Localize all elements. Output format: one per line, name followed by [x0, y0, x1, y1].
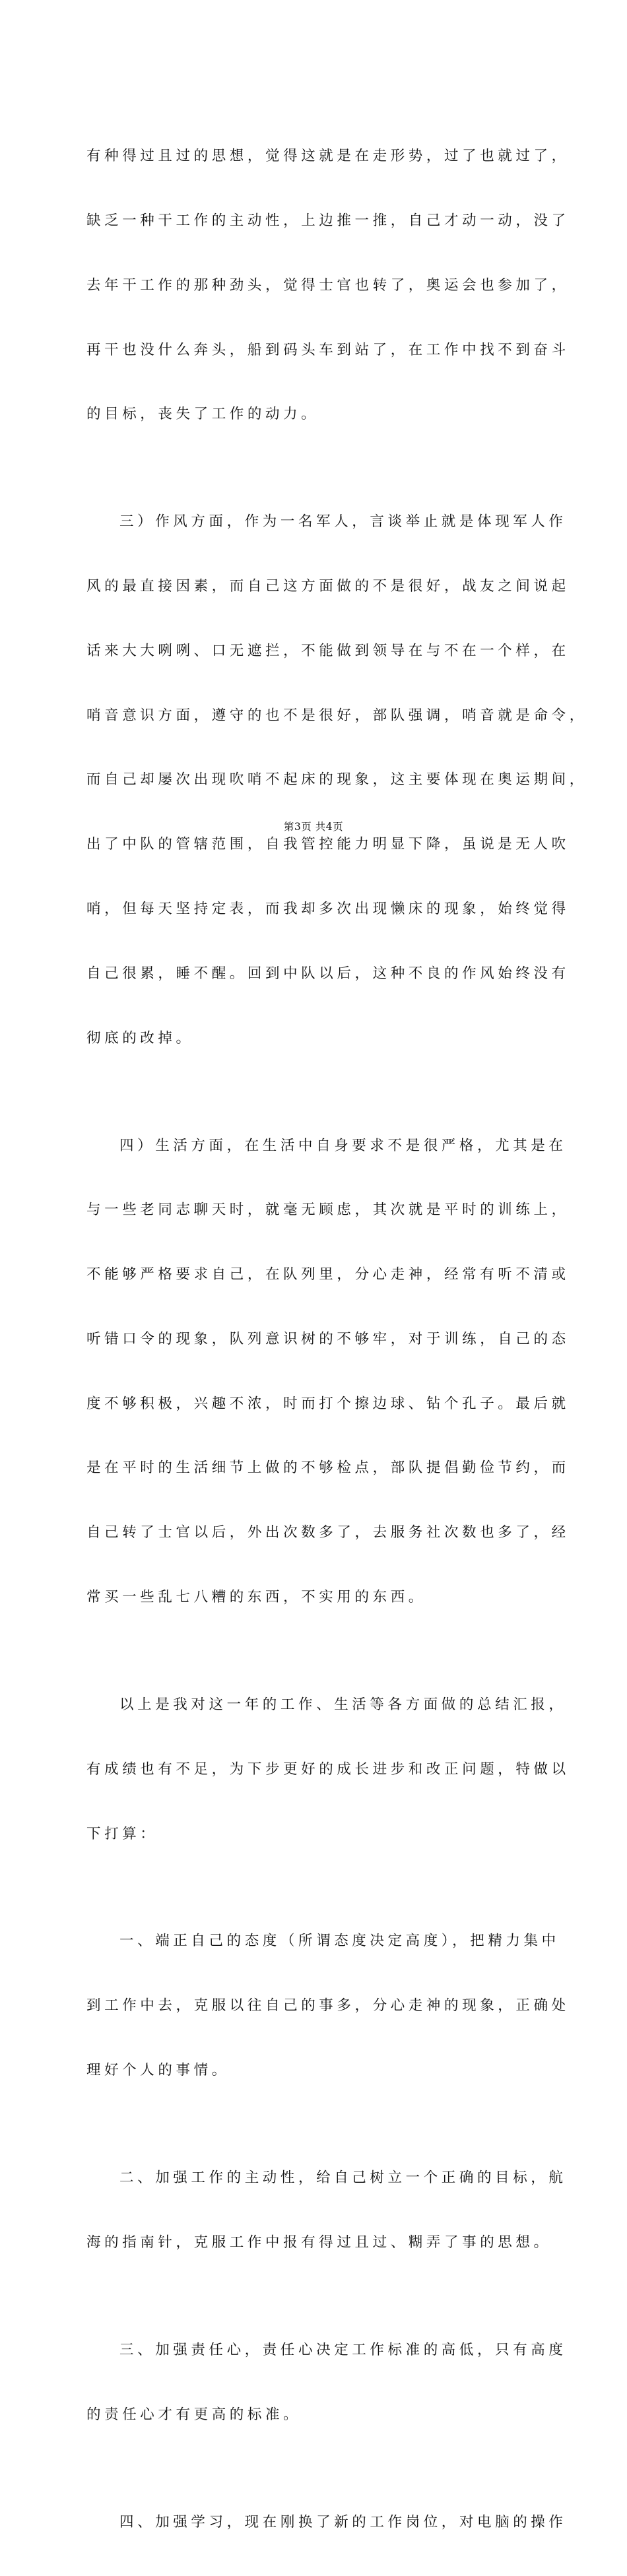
paragraph-daily-life [86, 1092, 570, 1651]
text-line: 的责任心才有更高的标准。 [86, 2406, 302, 2423]
text-line: 自己转了士官以后，外出次数多了，去服务社次数也多了，经 [86, 1524, 570, 1541]
page-number-footer: 第3页 共4页 [283, 821, 344, 833]
text-line: 有成绩也有不足，为下步更好的成长进步和改正问题，特做以 [86, 1760, 570, 1778]
text-line: 听错口令的现象，队列意识树的不够牢，对于训练，自己的态 [86, 1330, 570, 1347]
text-line: 四、加强学习，现在刚换了新的工作岗位，对电脑的操作 [119, 2513, 567, 2530]
text-line: 三、加强责任心，责任心决定工作标准的高低，只有高度 [119, 2341, 567, 2358]
text-line: 以上是我对这一年的工作、生活等各方面做的总结汇报， [119, 1696, 567, 1713]
paragraph-plan-three [86, 2297, 567, 2469]
text-line: 出了中队的管辖范围，自我管控能力明显下降，虽说是无人吹 [86, 836, 570, 853]
paragraph-plan-four [86, 2468, 567, 2576]
paragraph-plan-one [86, 1888, 570, 2125]
text-line: 的目标，丧失了工作的动力。 [86, 406, 319, 423]
text-line: 话来大大咧咧、口无遮拦，不能做到领导在与不在一个样，在 [86, 642, 570, 659]
text-line: 下打算： [86, 1825, 158, 1842]
text-line: 哨，但每天坚持定表，而我却多次出现懒床的现象，始终觉得 [86, 900, 570, 917]
text-line: 去年干工作的那种劲头，觉得士官也转了，奥运会也参加了， [86, 276, 570, 294]
text-line: 缺乏一种干工作的主动性，上边推一推，自己才动一动，没了 [86, 212, 570, 229]
text-line: 二、加强工作的主动性，给自己树立一个正确的目标，航 [119, 2170, 567, 2186]
text-line: 不能够严格要求自己，在队列里，分心走神，经常有听不清或 [86, 1266, 570, 1283]
paragraph-summary [86, 1652, 570, 1888]
text-line: 四）生活方面，在生活中自身要求不是很严格，尤其是在 [119, 1137, 567, 1154]
paragraph-plan-two [86, 2125, 567, 2297]
text-line: 彻底的改掉。 [86, 1029, 194, 1046]
text-line: 到工作中去，克服以往自己的事多，分心走神的现象，正确处 [86, 1997, 570, 2014]
paragraph-work-style [86, 468, 587, 1092]
text-line: 哨音意识方面，遵守的也不是很好，部队强调，哨音就是命令， [86, 707, 587, 724]
text-line: 自己很累，睡不醒。回到中队以后，这种不良的作风始终没有 [86, 965, 570, 982]
text-line: 是在平时的生活细节上做的不够检点，部队提倡勤俭节约，而 [86, 1460, 570, 1477]
text-line: 度不够积极，兴趣不浓，时而打个擦边球、钻个孔子。最后就 [86, 1395, 570, 1412]
text-line: 一、端正自己的态度（所谓态度决定高度），把精力集中 [119, 1933, 560, 1950]
document-body [86, 103, 587, 2576]
text-line: 风的最直接因素，而自己这方面做的不是很好，战友之间说起 [86, 578, 570, 595]
paragraph-work-attitude [86, 103, 570, 468]
text-line: 常买一些乱七八糟的东西，不实用的东西。 [86, 1588, 426, 1605]
text-line: 有种得过且过的思想，觉得这就是在走形势，过了也就过了， [86, 148, 570, 165]
text-line: 与一些老同志聊天时，就毫无顾虑，其次就是平时的训练上， [86, 1202, 570, 1219]
text-line: 海的指南针，克服工作中报有得过且过、糊弄了事的思想。 [86, 2234, 552, 2251]
text-line: 三）作风方面，作为一名军人，言谈举止就是体现军人作 [119, 513, 567, 531]
text-line: 再干也没什么奔头，船到码头车到站了，在工作中找不到奋斗 [86, 341, 570, 358]
text-line: 理好个人的事情。 [86, 2062, 230, 2079]
text-line: 而自己却屡次出现吹哨不起床的现象，这主要体现在奥运期间， [86, 771, 587, 789]
